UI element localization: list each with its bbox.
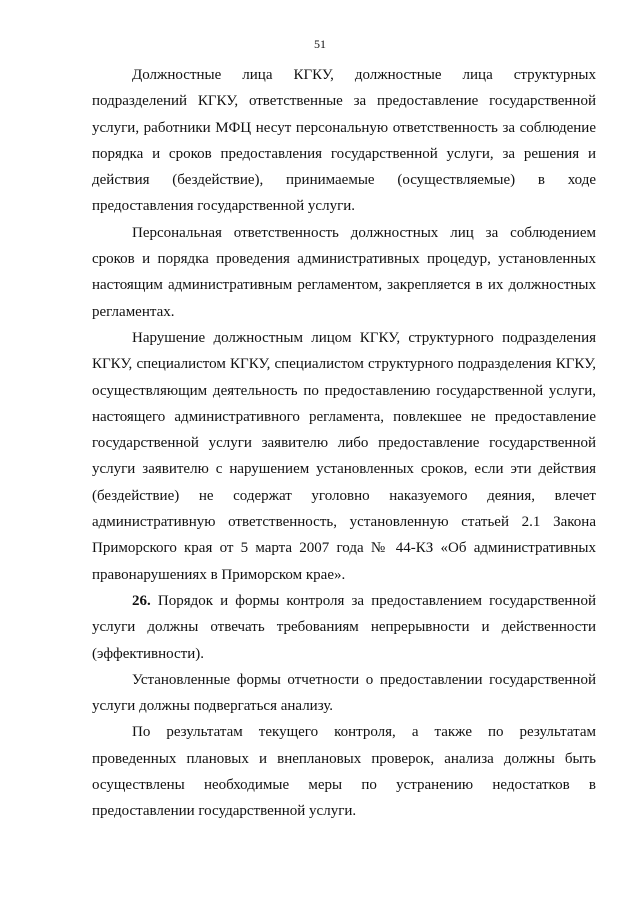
paragraph-text: Персональная ответственность должностных лиц за соблюдением сроков и порядка проведения административных процедур, установленных настоящим административным регламентом, закрепляется в их должностных регламентах.	[92, 224, 596, 320]
document-body	[92, 62, 596, 825]
paragraph-violation-liability	[92, 325, 596, 588]
page-number: 51	[314, 37, 326, 51]
paragraph-personal-responsibility	[92, 220, 596, 325]
paragraph-officials-responsibility	[92, 62, 596, 220]
paragraph-text: Нарушение должностным лицом КГКУ, структурного подразделения КГКУ, специалистом КГКУ, специалистом структурного подразделения КГКУ, осуществляющим деятельность по предоставлению государственной услуги, настоящего административного регламента, повлекшее не предоставление государственной услуги заявителю либо предоставление государственной услуги заявителю с нарушением установленных сроков, если эти действия (бездействие) не содержат уголовно наказуемого деяния, влечет административную ответственность, установленную статьей 2.1 Закона Приморского края от 5 марта 2007 года № 44-КЗ «Об административных правонарушениях в Приморском крае».	[92, 329, 596, 583]
paragraph-text: Порядок и формы контроля за предоставлением государственной услуги должны отвечать требованиям непрерывности и действенности (эффективности).	[92, 592, 596, 662]
paragraph-reporting-forms	[92, 667, 596, 720]
paragraph-text: По результатам текущего контроля, а также по результатам проведенных плановых и внеплановых проверок, анализа должны быть осуществлены необходимые меры по устранению недостатков в предоставлении государственной услуги.	[92, 724, 596, 820]
paragraph-control-forms	[92, 588, 596, 667]
paragraph-text: Должностные лица КГКУ, должностные лица структурных подразделений КГКУ, ответственные за предоставление государственной услуги, работники МФЦ несут персональную ответственность за соблюдение порядка и сроков предоставления государственной услуги, за решения и действия (бездействие), принимаемые (осуществляемые) в ходе предоставления государственной услуги.	[92, 67, 596, 215]
paragraph-text: Установленные формы отчетности о предоставлении государственной услуги должны подвергаться анализу.	[92, 671, 596, 715]
section-number: 26.	[132, 592, 151, 609]
paragraph-control-results	[92, 719, 596, 824]
